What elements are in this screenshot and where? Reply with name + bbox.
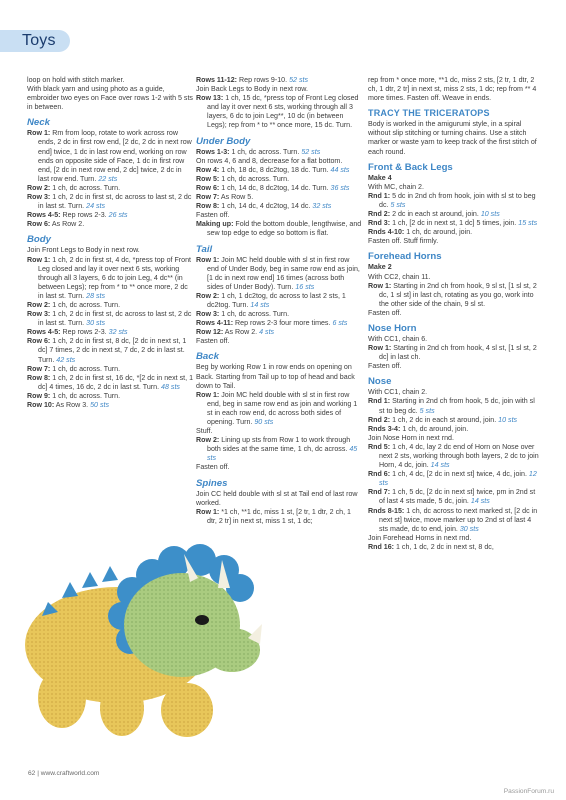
row-label: Rnd 2:	[368, 415, 391, 424]
row-text: 1 ch, dc across. Turn.	[52, 183, 121, 192]
footer-website[interactable]: www.craftworld.com	[40, 770, 100, 777]
row-label: Rnd 6:	[368, 470, 391, 479]
row-text: 1 ch, 2 dc in first st, dc across to last st, 2 dc in last st. Turn.	[38, 193, 192, 211]
stitch-count: 90 sts	[254, 418, 274, 426]
pattern-row	[368, 488, 540, 506]
section-heading: Neck	[27, 117, 50, 129]
stitch-count: 36 sts	[330, 183, 350, 192]
row-text: 1 ch, 2 dc in each st around, join.	[392, 415, 497, 424]
row-label: Row 2:	[27, 183, 51, 192]
pattern-row	[196, 148, 362, 157]
row-label: Row 1:	[196, 507, 220, 516]
pattern-row	[196, 391, 362, 427]
pattern-row	[196, 256, 362, 292]
row-text: 5 dc in 2nd ch from hook, join with sl st to beg dc.	[379, 191, 536, 209]
pattern-row	[196, 220, 362, 238]
stitch-count: 14 sts	[430, 461, 450, 470]
text-column-2	[196, 76, 362, 526]
row-text: Starting in 2nd ch from hook, 9 sl st, [1 sl st, 2 dc, 1 sl st] in last ch, rotating as you go, work into the other side of the chain, 9 sl st.	[379, 281, 537, 308]
paragraph: Fasten off.	[196, 337, 230, 346]
row-text: 1 ch, dc across. Turn.	[221, 174, 290, 183]
paragraph: On rows 4, 6 and 8, decrease for a flat bottom.	[196, 156, 343, 165]
row-text: 1 ch, 4 dc, lay 2 dc end of Horn on Nose over next 2 sts, working through both layers, 2 dc to join Horn, 4 dc, join.	[379, 442, 539, 470]
pattern-row	[368, 228, 540, 237]
row-text: 1 ch, 2 dc in first st, dc across to last st, 2 dc in last st. Turn.	[38, 310, 192, 328]
pattern-row	[368, 397, 540, 415]
make-count: Make 2	[368, 263, 392, 272]
row-text: 1 ch, 2 dc in first st, 4 dc, *press top of Front Leg closed and lay it over next 6 sts, working through all 3 layers, 6 dc to join Leg, 4 dc** (in between Legs); rep from * to ** once more, 2 dc in last st. Turn.	[38, 255, 192, 300]
pattern-row	[368, 443, 540, 470]
toy-leg	[38, 668, 86, 728]
row-label: Row 9:	[27, 391, 51, 400]
stitch-count: 16 sts	[295, 282, 315, 291]
row-label: Rows 4-5:	[27, 328, 61, 337]
row-text: Starting in 2nd ch from hook, 4 sl st, [1 sl st, 2 dc] in last ch.	[379, 344, 537, 362]
row-text: As Row 5.	[220, 193, 254, 202]
paragraph: rep from * once more, **1 dc, miss 2 sts, [2 tr, 1 dtr, 2 ch, 1 dtr, 2 tr] in next st, miss 2 sts, 1 dc; rep from ** 4 more times. Fasten off. Weave in ends.	[368, 76, 537, 103]
row-label: Rows 4-5:	[27, 211, 61, 220]
row-label: Rnds 4-10:	[368, 228, 405, 237]
stitch-count: 5 sts	[390, 200, 406, 209]
pattern-row	[196, 310, 362, 319]
pattern-row	[196, 202, 362, 211]
pattern-row	[196, 94, 362, 130]
paragraph: Stuff.	[196, 427, 213, 436]
row-text: Join MC held double with sl st in first row end, beg in same row end as join and working 1 st in each row end, dc across both sides of opening. Turn.	[207, 390, 358, 426]
pattern-row	[196, 319, 362, 328]
row-text: Rep rows 2-3 four more times.	[235, 319, 331, 328]
paragraph: With CC2, chain 11.	[368, 272, 431, 281]
stitch-count: 10 sts	[498, 415, 518, 424]
pattern-row	[27, 392, 193, 401]
page-number: 62	[28, 770, 36, 777]
stitch-count: 50 sts	[90, 401, 110, 409]
paragraph: Join Back Legs to Body in next row.	[196, 85, 308, 94]
row-label: Row 13:	[196, 94, 224, 103]
stitch-count: 14 sts	[250, 300, 270, 309]
paragraph: With CC1, chain 2.	[368, 388, 428, 397]
stitch-count: 30 sts	[459, 524, 479, 533]
paragraph: Join Forehead Horns in next rnd.	[368, 533, 472, 542]
paragraph: Fasten off. Stuff firmly.	[368, 237, 439, 246]
row-text: 1 ch, dc across to next marked st, [2 dc in next st] twice, move marker up to 2nd st of last 4 sts made, dc to end, join.	[379, 506, 538, 533]
paragraph: Body is worked in the amigurumi style, in a spiral without slip stitching or turning chains. Use a stitch marker or waste yarn to keep track of the first stitch of each round.	[368, 120, 537, 156]
row-label: Row 3:	[196, 310, 220, 319]
stitch-count: 26 sts	[108, 211, 128, 220]
row-label: Row 3:	[27, 310, 51, 319]
row-text: 1 ch, 14 dc, 4 dc2tog, 14 dc.	[221, 202, 311, 211]
pattern-row	[27, 193, 193, 211]
section-heading: Spines	[196, 477, 228, 489]
paragraph: Fasten off.	[196, 463, 230, 472]
row-text: 1 ch, 2 dc in first st, 8 dc, [2 dc in next st, 1 dc] 7 times, 2 dc in next st, 7 dc, 2 dc in last st. Turn.	[38, 337, 187, 364]
paragraph: Fasten off.	[196, 211, 230, 220]
page-footer	[28, 769, 99, 778]
toy-eye	[195, 615, 209, 625]
paragraph: Join Front Legs to Body in next row.	[27, 246, 140, 255]
row-label: Rnd 3:	[368, 219, 391, 228]
pattern-row	[368, 416, 540, 425]
paragraph: With black yarn and using photo as a guide, embroider two eyes on Face over rows 1-2 with 5 sts in between.	[27, 85, 193, 112]
pattern-row	[196, 436, 362, 463]
row-label: Row 2:	[27, 300, 51, 309]
row-label: Row 1:	[196, 255, 220, 264]
stitch-count: 22 sts	[98, 174, 118, 183]
paragraph: With CC1, chain 6.	[368, 334, 428, 343]
row-text: As Row 2.	[51, 220, 85, 229]
pattern-row	[368, 192, 540, 210]
row-label: Rnd 1:	[368, 397, 391, 406]
row-label: Row 1:	[368, 344, 392, 353]
row-label: Row 6:	[27, 220, 51, 229]
section-title: Toys	[22, 32, 56, 49]
stitch-count: 32 sts	[312, 202, 332, 211]
footer-separator: |	[37, 770, 39, 777]
row-label: Row 8:	[27, 373, 51, 382]
row-text: 1 ch, dc across. Turn.	[221, 310, 290, 319]
row-label: Row 7:	[27, 364, 51, 373]
pattern-row	[368, 470, 540, 488]
paragraph: Fasten off.	[368, 308, 402, 317]
stitch-count: 14 sts	[470, 497, 490, 506]
text-column-3	[368, 76, 540, 552]
row-label: Rows 4-11:	[196, 319, 234, 328]
row-text: Starting in 2nd ch from hook, 5 dc, join with sl st to beg dc.	[379, 397, 535, 415]
row-text: 1 ch, dc across. Turn.	[52, 391, 121, 400]
section-heading: Back	[196, 351, 219, 363]
row-text: 1 ch, 4 dc, [2 dc in next st] twice, 4 dc, join.	[392, 470, 527, 479]
row-label: Row 8:	[196, 202, 220, 211]
paragraph: Join CC held double with sl st at Tail end of last row worked.	[196, 489, 358, 507]
row-label: Rnd 5:	[368, 442, 391, 451]
pattern-row	[27, 184, 193, 193]
row-label: Rnd 1:	[368, 191, 391, 200]
row-label: Rows 1-3:	[196, 147, 230, 156]
pattern-row	[368, 344, 540, 362]
pattern-row	[196, 184, 362, 193]
row-text: 1 ch, 1 dc2tog, dc across to last 2 sts, 1 dc2tog. Turn.	[207, 291, 346, 309]
row-label: Row 10:	[27, 401, 55, 409]
row-text: *1 ch, **1 dc, miss 1 st, [2 tr, 1 dtr, 2 ch, 1 dtr, 2 tr] in next st, miss 1 st, 1 dc;	[207, 507, 351, 525]
stitch-count: 42 sts	[56, 355, 76, 364]
row-text: As Row 3.	[55, 401, 89, 409]
stitch-count: 28 sts	[86, 291, 106, 300]
row-text: 1 ch, 1 dc, 2 dc in next st, 8 dc,	[396, 542, 494, 551]
row-label: Row 12:	[196, 328, 224, 337]
paragraph: Beg by working Row 1 in row ends on opening on Back. Starting from Tail up to top of head and back down to Tail.	[196, 363, 355, 390]
row-label: Row 3:	[27, 193, 51, 202]
pattern-row	[27, 337, 193, 364]
triceratops-toy-photo	[22, 520, 272, 745]
pattern-row	[27, 301, 193, 310]
pattern-row	[27, 310, 193, 328]
row-label: Rnd 16:	[368, 542, 395, 551]
row-text: 1 ch, dc around, join.	[406, 228, 473, 237]
pattern-row	[368, 507, 540, 534]
pattern-row	[27, 328, 193, 337]
stitch-count: 15 sts	[518, 219, 538, 228]
row-text: 1 ch, dc across. Turn.	[52, 364, 121, 373]
section-heading: Body	[27, 234, 51, 246]
stitch-count: 45 sts	[207, 445, 358, 463]
pattern-row	[196, 166, 362, 175]
stitch-count: 30 sts	[86, 319, 106, 328]
row-label: Making up:	[196, 220, 234, 229]
row-text: Rep rows 2-3.	[62, 211, 107, 220]
row-text: Rm from loop, rotate to work across row ends, 2 dc in first row end, [2 dc, 2 dc in next row end] twice, 1 dc in last row end, working on row ends on opposite side of Face, 1 dc in first row end, [2 dc in next row end, 2 dc] twice, 2 dc in last row end. Turn.	[38, 129, 192, 183]
row-text: Rep rows 9-10.	[239, 76, 288, 84]
row-text: 1 ch, 15 dc, *press top of Front Leg closed and lay it over next 6 sts, working through all 3 layers, 6 dc to join Leg**, 10 dc (in between Legs); rep from * to ** once more, 15 dc. Turn.	[207, 94, 359, 130]
stitch-count: 48 sts	[161, 382, 180, 391]
stitch-count: 44 sts	[330, 165, 350, 174]
stitch-count: 32 sts	[108, 328, 128, 337]
paragraph: Join Nose Horn in next rnd.	[368, 433, 454, 442]
paragraph: loop on hold with stitch marker.	[27, 76, 125, 84]
paragraph: Fasten off.	[368, 362, 402, 371]
make-count: Make 4	[368, 173, 392, 182]
row-label: Row 1:	[27, 129, 51, 138]
pattern-row	[368, 543, 540, 552]
stitch-count: 12 sts	[379, 470, 537, 488]
pattern-row	[27, 211, 193, 220]
text-column-1	[27, 76, 193, 410]
row-label: Row 1:	[368, 281, 392, 290]
section-heading: Under Body	[196, 135, 251, 147]
row-label: Rnds 3-4:	[368, 424, 401, 433]
section-heading: Forehead Horns	[368, 251, 442, 263]
row-label: Row 1:	[196, 390, 220, 399]
stitch-count: 24 sts	[86, 202, 106, 211]
pattern-row	[27, 374, 193, 392]
row-text: 1 ch, dc across. Turn.	[52, 300, 121, 309]
row-label: Row 5:	[196, 174, 220, 183]
row-label: Row 1:	[27, 255, 51, 264]
stitch-count: 52 sts	[301, 147, 321, 156]
paragraph: With MC, chain 2.	[368, 182, 424, 191]
row-label: Row 6:	[27, 337, 51, 346]
pattern-row	[196, 193, 362, 202]
section-heading: Nose Horn	[368, 322, 417, 334]
row-text: 1 ch, dc across. Turn.	[231, 147, 300, 156]
pattern-row	[196, 328, 362, 337]
pattern-row	[368, 219, 540, 228]
row-text: As Row 2.	[224, 328, 258, 337]
row-text: 2 dc in each st around, join.	[392, 210, 479, 219]
row-text: Join MC held double with sl st in first row end of Under Body, beg in same row end as join, [1 dc in next row end] 16 times (across both sides of Under Body). Turn.	[207, 255, 360, 291]
pattern-row	[27, 401, 193, 410]
row-label: Row 7:	[196, 193, 220, 202]
row-text: 1 ch, [2 dc in next st, 1 dc] 5 times, join.	[392, 219, 517, 228]
row-label: Row 6:	[196, 183, 220, 192]
row-label: Rnd 7:	[368, 488, 391, 497]
pattern-row	[27, 365, 193, 374]
pattern-row	[27, 220, 193, 229]
row-label: Row 4:	[196, 165, 220, 174]
pattern-row	[196, 175, 362, 184]
pattern-row	[196, 292, 362, 310]
row-label: Rnds 8-15:	[368, 506, 405, 515]
stitch-count: 4 sts	[259, 328, 275, 337]
stitch-count: 10 sts	[480, 210, 500, 219]
row-label: Rnd 2:	[368, 210, 391, 219]
pattern-row	[27, 256, 193, 301]
row-label: Row 2:	[196, 436, 220, 445]
toy-leg	[161, 683, 213, 737]
row-text: Fold the bottom double, lengthwise, and sew top edge to edge so bottom is flat.	[207, 220, 362, 238]
section-heading: TRACY THE TRICERATOPS	[368, 108, 490, 119]
watermark: PassionForum.ru	[503, 788, 554, 795]
row-text: Rep rows 2-3.	[62, 328, 107, 337]
section-heading: Nose	[368, 376, 392, 388]
row-label: Row 2:	[196, 291, 220, 300]
stitch-count: 5 sts	[419, 406, 435, 415]
pattern-row	[368, 425, 540, 434]
section-heading: Front & Back Legs	[368, 161, 453, 173]
stitch-count: 52 sts	[289, 76, 309, 84]
stitch-count: 6 sts	[332, 319, 348, 328]
row-text: 1 ch, 18 dc, 8 dc2tog, 18 dc. Turn.	[221, 165, 329, 174]
row-text: 1 ch, 5 dc, [2 dc in next st] twice, pm in 2nd st of last 4 sts made, 5 dc, join.	[379, 488, 536, 506]
row-text: Lining up sts from Row 1 to work through both sides at the same time, 1 ch, dc across.	[207, 436, 351, 454]
row-text: 1 ch, 14 dc, 8 dc2tog, 14 dc. Turn.	[221, 183, 329, 192]
row-text: 1 ch, 2 dc in first st, 16 dc, *[2 dc in next st, 1 dc] 4 times, 16 dc, 2 dc in last st. Turn.	[38, 373, 194, 391]
pattern-row	[368, 282, 540, 309]
pattern-row	[27, 129, 193, 184]
toy-leg	[100, 680, 144, 736]
pattern-row	[196, 76, 362, 85]
pattern-row	[368, 210, 540, 219]
section-heading: Tail	[196, 243, 213, 255]
row-text: 1 ch, dc around, join.	[402, 424, 469, 433]
row-label: Rows 11-12:	[196, 76, 238, 84]
